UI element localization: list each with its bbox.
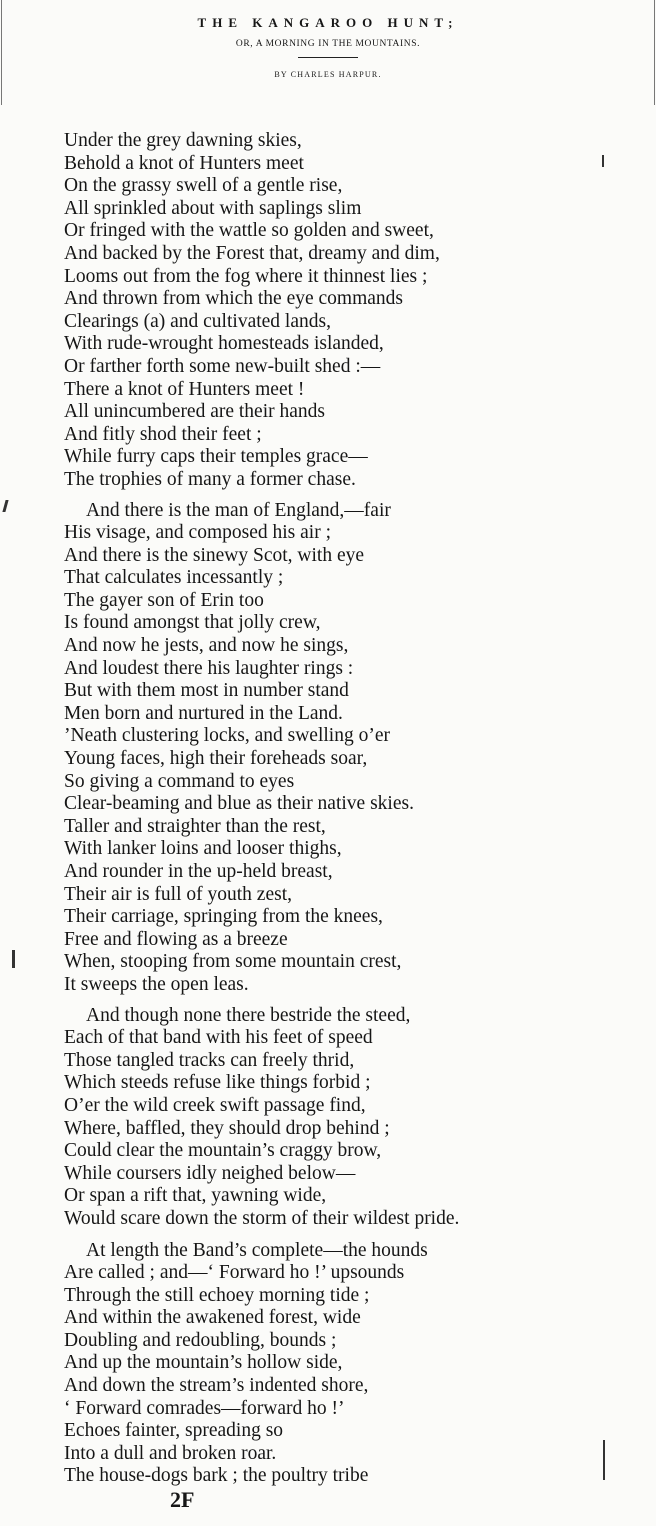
poem-line: Which steeds refuse like things forbid ;: [64, 1072, 371, 1094]
stanza-gap: [64, 492, 624, 500]
poem-line: And though none there bestride the steed,: [86, 1004, 411, 1026]
poem-line: With rude-wrought homesteads islanded,: [64, 333, 384, 355]
stanza-gap: [64, 1231, 624, 1240]
poem-line: ’Neath clustering locks, and swelling o’er: [64, 725, 390, 747]
poem-line: And fitly shod their feet ;: [64, 423, 262, 445]
poem-line: Taller and straighter than the rest,: [64, 815, 326, 837]
article-header: [0, 14, 656, 80]
poem-line: Or fringed with the wattle so golden and sweet,: [64, 220, 434, 242]
poem-line: When, stooping from some mountain crest,: [64, 951, 402, 973]
poem-line: All unincumbered are their hands: [64, 401, 325, 423]
poem-line: Clearings (a) and cultivated lands,: [64, 310, 331, 332]
poem-line: Would scare down the storm of their wildest pride.: [64, 1207, 460, 1229]
stanza: [64, 1240, 624, 1489]
poem-line: Echoes fainter, spreading so: [64, 1420, 284, 1442]
poem-line: And up the mountain’s hollow side,: [64, 1352, 343, 1374]
poem-line: And now he jests, and now he sings,: [64, 635, 349, 657]
poem-line: Those tangled tracks can freely thrid,: [64, 1049, 355, 1071]
poem-line: Could clear the mountain’s craggy brow,: [64, 1140, 382, 1162]
poem-line: Their air is full of youth zest,: [64, 883, 292, 905]
header-divider: [298, 57, 358, 58]
poem-line: All sprinkled about with saplings slim: [64, 197, 362, 219]
stanza-gap: [64, 997, 624, 1005]
poem-line: There a knot of Hunters meet !: [64, 378, 305, 400]
poem-line: Under the grey dawning skies,: [64, 130, 302, 151]
poem-line: Or span a rift that, yawning wide,: [64, 1185, 327, 1207]
margin-mark: [12, 950, 15, 968]
poem-line: With lanker loins and looser thighs,: [64, 838, 342, 860]
poem-line: And down the stream’s indented shore,: [64, 1375, 369, 1397]
poem-line: Doubling and redoubling, bounds ;: [64, 1329, 337, 1351]
poem-line: His visage, and composed his air ;: [64, 522, 331, 544]
article-subtitle: OR, A MORNING IN THE MOUNTAINS.: [235, 39, 421, 49]
poem-line: It sweeps the open leas.: [64, 973, 249, 995]
poem-line: And thrown from which the eye commands: [64, 288, 404, 310]
poem-line: And there is the sinewy Scot, with eye: [64, 544, 365, 566]
poem-line: Through the still echoey morning tide ;: [64, 1284, 370, 1306]
poem-line: Or farther forth some new-built shed :—: [64, 355, 381, 377]
poem-line: Men born and nurtured in the Land.: [64, 702, 343, 724]
signature-mark: 2F: [170, 1487, 195, 1512]
poem-line: Clear-beaming and blue as their native skies.: [64, 793, 414, 815]
stanza: [64, 500, 624, 997]
poem-line: The gayer son of Erin too: [64, 589, 264, 611]
poem-line: The trophies of many a former chase.: [64, 468, 356, 490]
poem-line: Young faces, high their foreheads soar,: [64, 748, 368, 770]
poem-line: And there is the man of England,—fair: [86, 499, 391, 521]
poem-line: On the grassy swell of a gentle rise,: [64, 175, 343, 197]
poem-line: Into a dull and broken roar.: [64, 1442, 277, 1464]
poem-line: O’er the wild creek swift passage find,: [64, 1094, 366, 1116]
poem-line: Each of that band with his feet of speed: [64, 1027, 373, 1049]
poem-body: [64, 130, 624, 1488]
poem-line: Where, baffled, they should drop behind ;: [64, 1117, 390, 1139]
poem-line: Are called ; and—‘ Forward ho !’ upsounds: [64, 1262, 405, 1284]
poem-line: That calculates incessantly ;: [64, 567, 284, 589]
margin-mark: [2, 500, 8, 512]
poem-line: While furry caps their temples grace—: [64, 446, 368, 468]
stanza: [64, 1005, 624, 1231]
poem-line: ‘ Forward comrades—forward ho !’: [64, 1397, 345, 1419]
poem-line: And backed by the Forest that, dreamy and dim,: [64, 242, 440, 264]
poem-line: So giving a command to eyes: [64, 770, 295, 792]
poem-line: And loudest there his laughter rings :: [64, 657, 354, 679]
poem-line: Free and flowing as a breeze: [64, 928, 288, 950]
poem-line: The house-dogs bark ; the poultry tribe: [64, 1465, 369, 1487]
poem-line: While coursers idly neighed below—: [64, 1162, 356, 1184]
stanza: [64, 130, 624, 492]
article-title: THE KANGAROO HUNT;: [197, 15, 459, 30]
poem-line: Behold a knot of Hunters meet: [64, 152, 304, 174]
poem-line: And within the awakened forest, wide: [64, 1307, 361, 1329]
poem-line: Looms out from the fog where it thinnest lies ;: [64, 265, 428, 287]
poem-line: But with them most in number stand: [64, 680, 349, 702]
poem-line: Is found amongst that jolly crew,: [64, 612, 321, 634]
article-byline: BY CHARLES HARPUR.: [274, 70, 382, 79]
poem-line: At length the Band’s complete—the hounds: [86, 1239, 428, 1261]
poem-line: And rounder in the up-held breast,: [64, 861, 333, 882]
poem-line: Their carriage, springing from the knees,: [64, 906, 383, 928]
